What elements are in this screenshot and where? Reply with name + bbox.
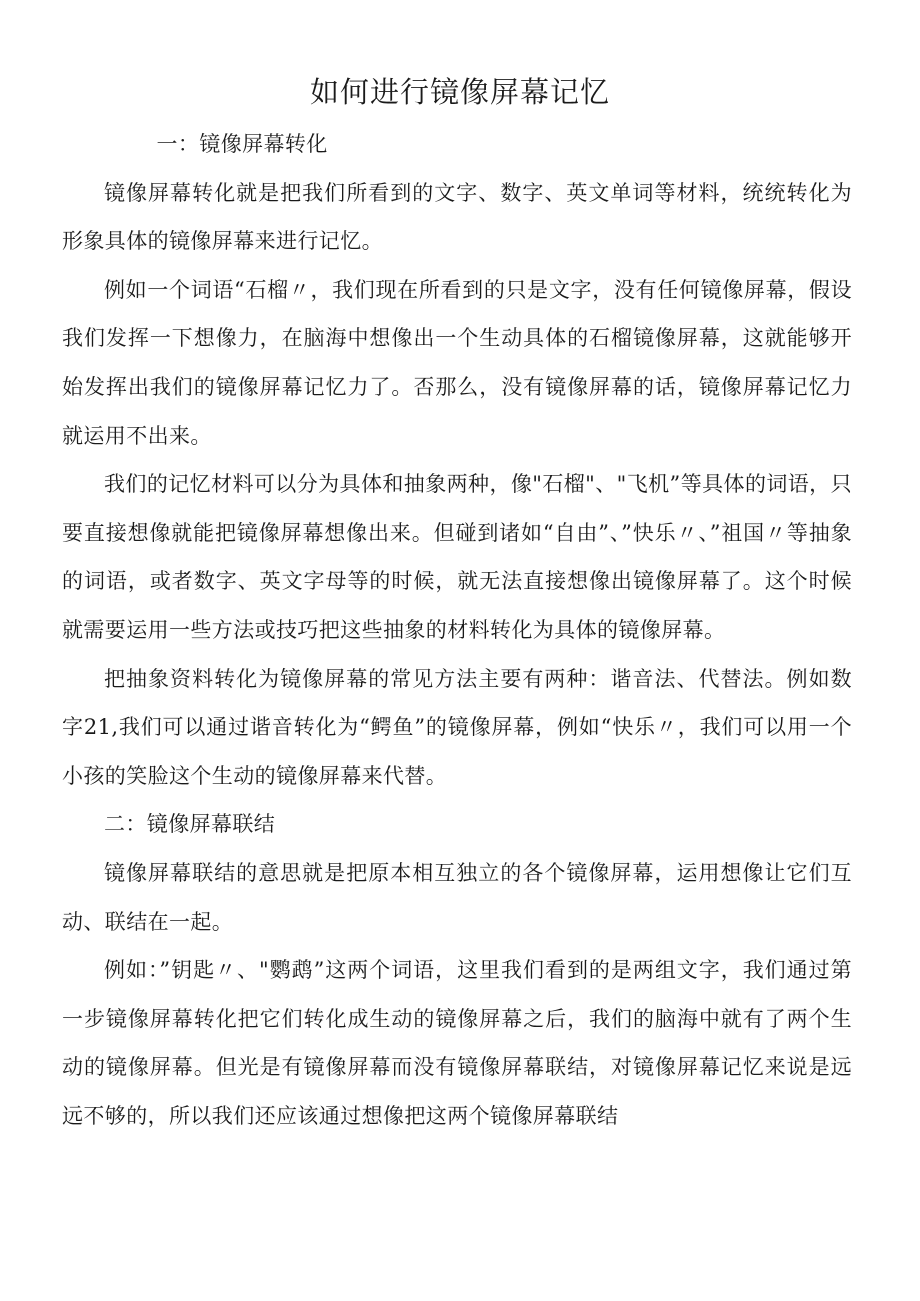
section-1-paragraph-3: 我们的记忆材料可以分为具体和抽象两种，像"石榴"、"飞机”等具体的词语，只要直接想像就能把镜像屏幕想像出来。但碰到诸如“自由”、”快乐〃、”祖国〃等抽象的词语，或者数字、英文字母等的时候，就无法直接想像出镜像屏幕了。这个时候就需要运用一些方法或技巧把这些抽象的材料转化为具体的镜像屏幕。 xyxy=(62,472,852,642)
section-1-paragraph-4: 把抽象资料转化为镜像屏幕的常见方法主要有两种：谐音法、代替法。例如数字21,我们可以通过谐音转化为“鳄鱼”的镜像屏幕，例如“快乐〃，我们可以用一个小孩的笑脸这个生动的镜像屏幕来代替。 xyxy=(62,666,852,788)
section-1-heading: 一：镜像屏幕转化 xyxy=(156,132,328,156)
section-2-paragraph-1: 镜像屏幕联结的意思就是把原本相互独立的各个镜像屏幕，运用想像让它们互动、联结在一起。 xyxy=(62,860,852,934)
section-1-paragraph-2: 例如一个词语“石榴〃，我们现在所看到的只是文字，没有任何镜像屏幕，假设我们发挥一下想像力，在脑海中想像出一个生动具体的石榴镜像屏幕，这就能够开始发挥出我们的镜像屏幕记忆力了。否那么，没有镜像屏幕的话，镜像屏幕记忆力就运用不出来。 xyxy=(62,277,852,448)
document-title: 如何进行镜像屏幕记忆 xyxy=(309,75,610,109)
section-2-paragraph-2: 例如：”钥匙〃、"鹦鹉”这两个词语，这里我们看到的是两组文字，我们通过第一步镜像屏幕转化把它们转化成生动的镜像屏幕之后，我们的脑海中就有了两个生动的镜像屏幕。但光是有镜像屏幕而没有镜像屏幕联结，对镜像屏幕记忆来说是远远不够的，所以我们还应该通过想像把这两个镜像屏幕联结 xyxy=(62,958,852,1128)
section-1-paragraph-1: 镜像屏幕转化就是把我们所看到的文字、数字、英文单词等材料，统统转化为形象具体的镜像屏幕来进行记忆。 xyxy=(62,180,852,254)
document-body xyxy=(62,120,852,1140)
section-2-heading: 二：镜像屏幕联结 xyxy=(104,812,276,837)
